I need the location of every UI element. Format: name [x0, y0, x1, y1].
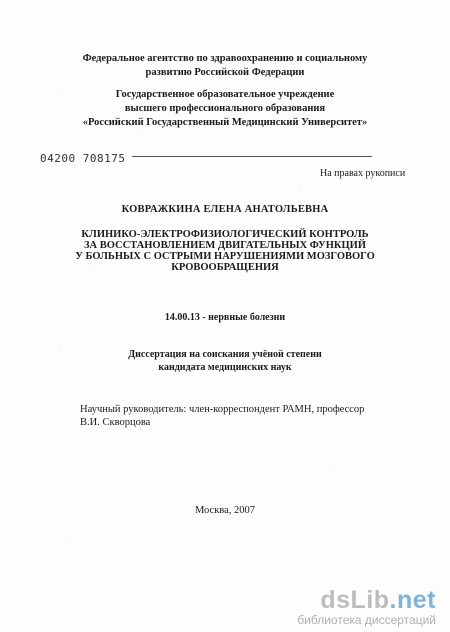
- thesis-title-line-1: КЛИНИКО-ЭЛЕКТРОФИЗИОЛОГИЧЕСКИЙ КОНТРОЛЬ: [81, 229, 369, 240]
- degree-line-1: Диссертация на соискания учёной степени: [128, 349, 322, 360]
- thesis-title-line-2: ЗА ВОССТАНОВЛЕНИЕМ ДВИГАТЕЛЬНЫХ ФУНКЦИЙ: [83, 240, 367, 251]
- thesis-title: [0, 229, 450, 273]
- author-name: КОВРАЖКИНА ЕЛЕНА АНАТОЛЬЕВНА: [121, 204, 329, 215]
- thesis-title-line-3: У БОЛЬНЫХ С ОСТРЫМИ НАРУШЕНИЯМИ МОЗГОВОГО: [75, 251, 375, 262]
- watermark: [297, 588, 436, 627]
- institution-line-3: «Российский Государственный Медицинский Университет»: [82, 117, 368, 128]
- place-year: Москва, 2007: [194, 505, 256, 516]
- institution-line-1: Государственное образовательное учреждение: [115, 89, 335, 100]
- agency-line-2: развитию Российской Федерации: [145, 67, 305, 78]
- manuscript-note: На правах рукописи: [320, 168, 406, 179]
- agency-block: [0, 52, 450, 80]
- registry-stamp: 04200 708175: [40, 152, 126, 165]
- specialty-code: 14.00.13 - нервные болезни: [164, 312, 286, 323]
- watermark-logo: [297, 588, 436, 613]
- agency-line-1: Федеральное агентство по здравоохранению и социальному: [82, 53, 368, 64]
- institution-line-2: высшего профессионального образования: [124, 103, 326, 114]
- institution-block: [0, 88, 450, 130]
- watermark-logo-accent: .net: [389, 586, 436, 614]
- degree-block: [0, 348, 450, 374]
- thesis-title-line-4: КРОВООБРАЩЕНИЯ: [171, 262, 279, 273]
- advisor-block: [80, 403, 400, 429]
- advisor-line-2: В.И. Скворцова: [80, 417, 151, 428]
- degree-line-2: кандидата медицинских наук: [158, 362, 292, 373]
- watermark-logo-main: dsLib: [320, 586, 390, 614]
- stamp-divider: [132, 156, 372, 157]
- advisor-line-1: Научный руководитель: член-корреспондент РАМН, профессор: [80, 404, 365, 415]
- watermark-subtitle: библиотека диссертаций: [297, 613, 436, 627]
